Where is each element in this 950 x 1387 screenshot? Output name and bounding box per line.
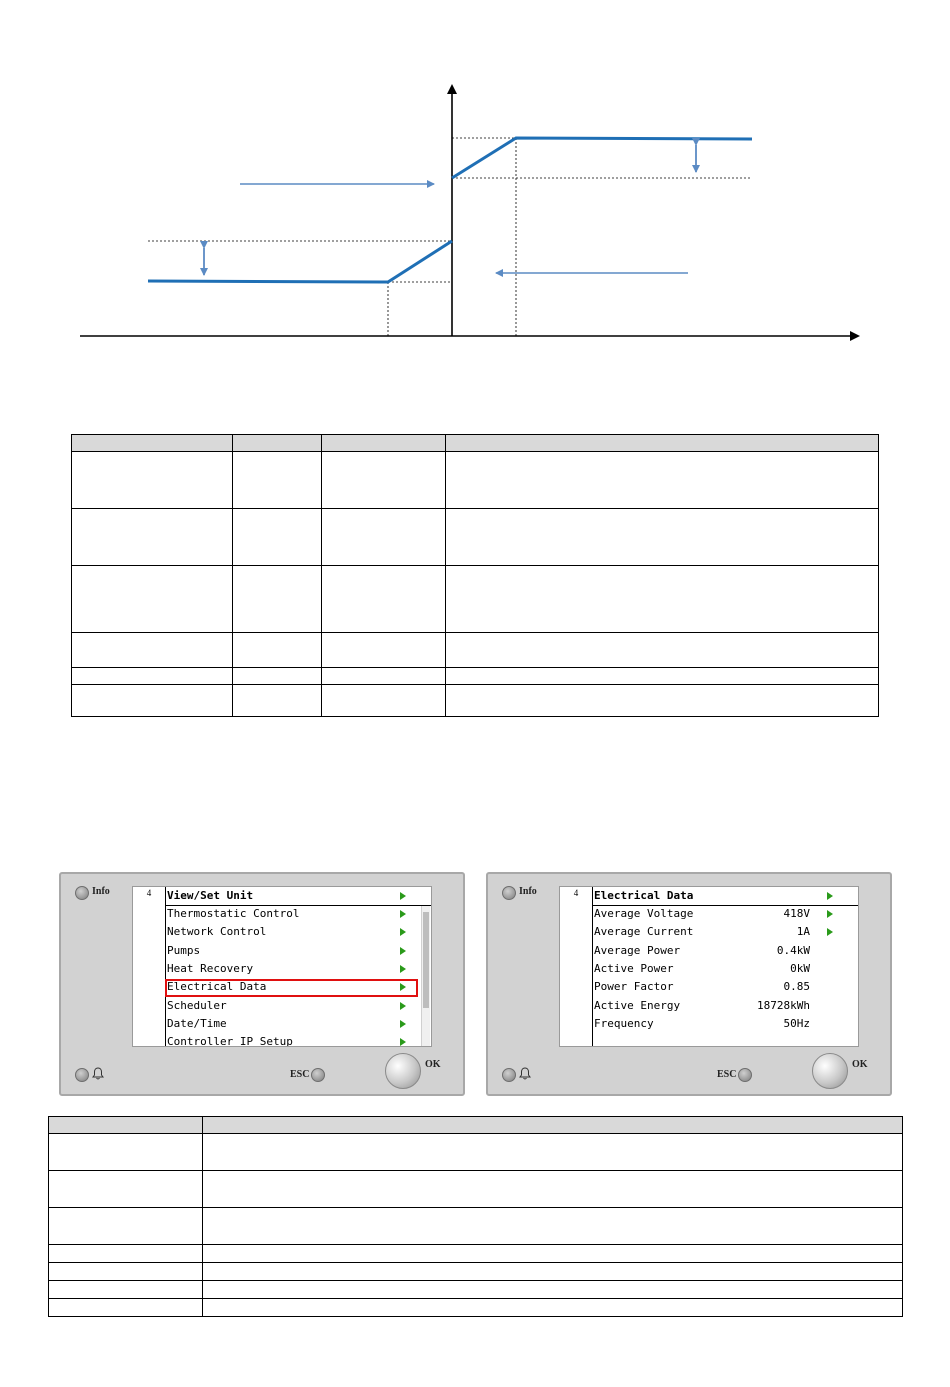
- average-current-value: 1A: [796, 925, 810, 938]
- alarm-led[interactable]: [75, 1068, 89, 1082]
- parameters-table: [71, 434, 879, 717]
- table-row: [49, 1171, 903, 1208]
- menu-item-scheduler[interactable]: Scheduler: [167, 999, 227, 1012]
- electrical-data-table: [48, 1116, 903, 1317]
- menu-item-active-energy: Active Energy: [594, 999, 681, 1012]
- lower-curve: [148, 241, 452, 282]
- guide-lines: [148, 138, 752, 336]
- ok-knob[interactable]: [385, 1053, 421, 1089]
- average-voltage-value: 418V: [783, 907, 810, 920]
- chevron-right-icon: [400, 1038, 406, 1046]
- table-row: [72, 685, 879, 717]
- menu-item-electrical-data[interactable]: Electrical Data: [167, 980, 267, 993]
- esc-button[interactable]: [738, 1068, 752, 1082]
- chevron-right-icon: [827, 928, 833, 936]
- menu-item-power-factor: Power Factor: [594, 980, 674, 993]
- table-row: [72, 452, 879, 509]
- chevron-right-icon: [400, 910, 406, 918]
- selection-highlight: [165, 979, 418, 997]
- menu-item-frequency: Frequency: [594, 1017, 654, 1030]
- chevron-right-icon: [400, 947, 406, 955]
- info-label: Info: [519, 886, 537, 897]
- table-row: [49, 1263, 903, 1281]
- chevron-right-icon: [827, 892, 833, 900]
- active-power-value: 0kW: [790, 962, 810, 975]
- menu-item-average-current[interactable]: Average Current: [594, 925, 694, 938]
- chevron-right-icon: [400, 1020, 406, 1028]
- table-row: [72, 509, 879, 566]
- menu-item-average-power: Average Power: [594, 944, 681, 957]
- table-row: [49, 1208, 903, 1245]
- info-led[interactable]: [502, 886, 516, 900]
- alarm-led[interactable]: [502, 1068, 516, 1082]
- hmi-panel-right: [486, 872, 892, 1096]
- menu-item-network-control[interactable]: Network Control: [167, 925, 267, 938]
- menu-title: Electrical Data: [594, 889, 694, 902]
- esc-label: ESC: [290, 1069, 310, 1080]
- chevron-right-icon: [827, 910, 833, 918]
- menu-item-average-voltage[interactable]: Average Voltage: [594, 907, 694, 920]
- table-row: [49, 1134, 903, 1171]
- ok-label: OK: [852, 1059, 868, 1070]
- menu-title: View/Set Unit: [167, 889, 254, 902]
- ok-label: OK: [425, 1059, 441, 1070]
- table-row: [49, 1245, 903, 1263]
- menu-item-heat-recovery[interactable]: Heat Recovery: [167, 962, 254, 975]
- table-row: [49, 1281, 903, 1299]
- upper-curve: [452, 138, 752, 178]
- chevron-right-icon: [400, 1002, 406, 1010]
- active-energy-value: 18728kWh: [757, 999, 810, 1012]
- bell-icon: [519, 1067, 531, 1080]
- menu-item-date-time[interactable]: Date/Time: [167, 1017, 227, 1030]
- table-row: [72, 668, 879, 685]
- esc-button[interactable]: [311, 1068, 325, 1082]
- average-power-value: 0.4kW: [776, 944, 810, 957]
- menu-item-active-power: Active Power: [594, 962, 674, 975]
- scrollbar[interactable]: [421, 906, 430, 1046]
- scroll-thumb[interactable]: [423, 912, 429, 1008]
- table-row: [72, 633, 879, 668]
- table-row: [49, 1299, 903, 1317]
- lcd-screen: [132, 886, 432, 1047]
- page-number: 4: [573, 888, 579, 898]
- info-led[interactable]: [75, 886, 89, 900]
- chevron-right-icon: [400, 928, 406, 936]
- frequency-value: 50Hz: [783, 1017, 810, 1030]
- esc-label: ESC: [717, 1069, 737, 1080]
- lcd-screen: [559, 886, 859, 1047]
- menu-item-controller-ip-setup[interactable]: Controller IP Setup: [167, 1035, 293, 1047]
- setpoint-reset-diagram: [0, 0, 950, 360]
- power-factor-value: 0.85: [783, 980, 810, 993]
- info-label: Info: [92, 886, 110, 897]
- page-number: 4: [146, 888, 152, 898]
- hmi-panel-left: [59, 872, 465, 1096]
- chevron-right-icon: [400, 965, 406, 973]
- chevron-right-icon: [400, 892, 406, 900]
- table-row: [72, 566, 879, 633]
- menu-item-thermostatic-control[interactable]: Thermostatic Control: [167, 907, 300, 920]
- menu-item-pumps[interactable]: Pumps: [167, 944, 201, 957]
- bell-icon: [92, 1067, 104, 1080]
- ok-knob[interactable]: [812, 1053, 848, 1089]
